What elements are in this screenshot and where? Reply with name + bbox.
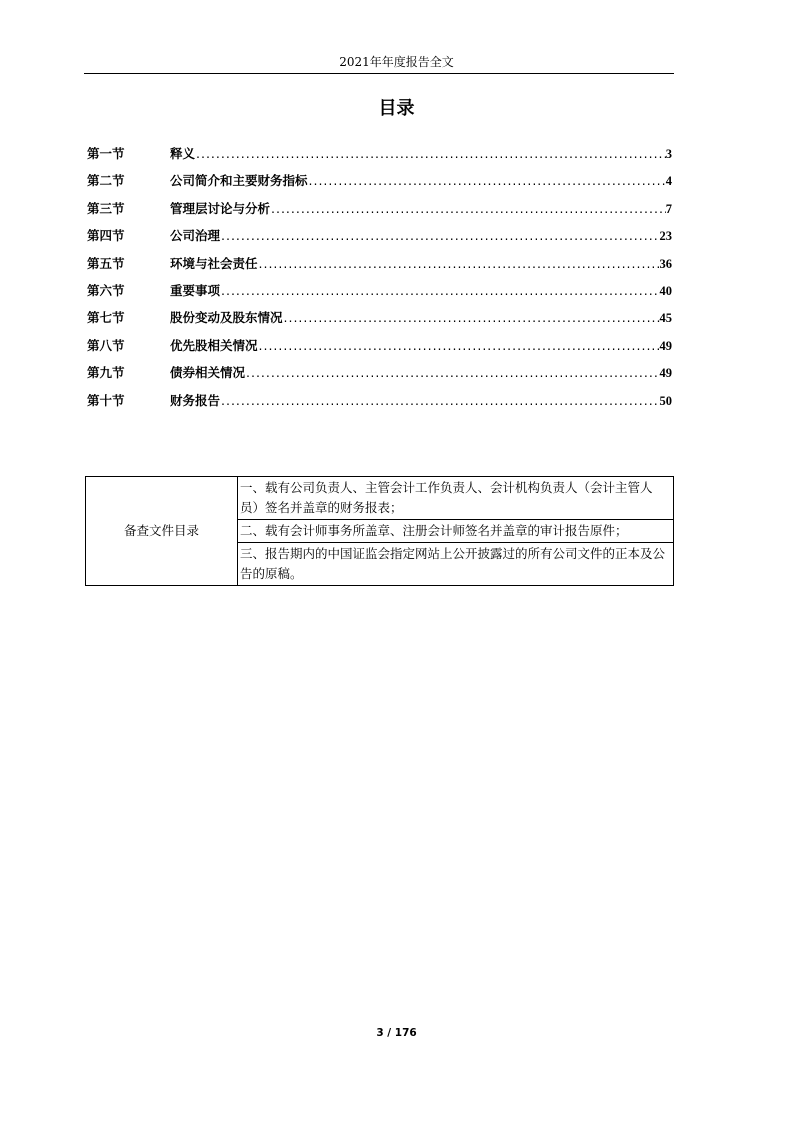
toc-entry[interactable] xyxy=(87,281,672,308)
toc-section-name: 债券相关情况 xyxy=(170,365,246,381)
toc-entry[interactable] xyxy=(87,226,672,253)
toc-section-number: 第十节 xyxy=(87,392,125,408)
page-header-title: 2021年年度报告全文 xyxy=(339,55,454,69)
toc-entry[interactable] xyxy=(87,199,672,226)
toc-section-name: 公司治理 xyxy=(170,228,221,244)
toc-section-number: 第六节 xyxy=(87,282,125,298)
toc-leader-dots xyxy=(220,228,659,243)
toc-page-number: 36 xyxy=(659,256,672,271)
toc-entry[interactable] xyxy=(87,363,672,390)
toc-page-number: 49 xyxy=(659,366,672,381)
toc-leader-dots xyxy=(308,173,666,188)
toc-section-name: 财务报告 xyxy=(170,392,221,408)
toc-section-number: 第一节 xyxy=(87,146,125,161)
toc-section-number: 第九节 xyxy=(87,365,125,381)
toc-leader-dots xyxy=(283,310,660,325)
toc-entry[interactable] xyxy=(87,171,672,198)
toc-section-name: 公司简介和主要财务指标 xyxy=(170,173,308,189)
toc-page-number: 49 xyxy=(659,338,672,353)
toc-page-number: 23 xyxy=(659,229,672,244)
table-of-contents xyxy=(87,144,672,418)
toc-section-name: 股份变动及股东情况 xyxy=(170,310,283,326)
toc-leader-dots xyxy=(195,146,666,161)
toc-page-number: 7 xyxy=(665,201,672,216)
toc-section-name: 释义 xyxy=(170,146,196,161)
toc-leader-dots xyxy=(270,201,666,216)
toc-section-name: 重要事项 xyxy=(170,282,221,298)
toc-leader-dots xyxy=(258,256,660,271)
toc-entry[interactable] xyxy=(87,308,672,335)
toc-leader-dots xyxy=(220,393,659,408)
toc-page-number: 3 xyxy=(665,147,672,161)
reference-document-entry: 三、报告期内的中国证监会指定网站上公开披露过的所有公司文件的正本及公告的原稿。 xyxy=(238,543,674,586)
toc-leader-dots xyxy=(220,283,659,298)
reference-document-entry: 二、载有会计师事务所盖章、注册会计师签名并盖章的审计报告原件； xyxy=(238,520,674,543)
toc-title: 目录 xyxy=(378,98,415,119)
toc-page-number: 45 xyxy=(659,311,672,326)
toc-page-number: 50 xyxy=(659,393,672,408)
toc-leader-dots xyxy=(258,338,660,353)
reference-document-entry: 一、载有公司负责人、主管会计工作负责人、会计机构负责人（会计主管人员）签名并盖章的财务报表； xyxy=(238,477,674,520)
toc-section-name: 环境与社会责任 xyxy=(170,255,258,271)
toc-section-number: 第四节 xyxy=(87,228,125,244)
toc-section-name: 优先股相关情况 xyxy=(170,337,258,353)
table-row xyxy=(86,477,674,520)
header-divider xyxy=(84,73,674,74)
toc-leader-dots xyxy=(245,365,659,380)
toc-section-number: 第八节 xyxy=(87,337,125,353)
toc-page-number: 40 xyxy=(659,283,672,298)
toc-entry[interactable] xyxy=(87,391,672,418)
toc-entry[interactable] xyxy=(87,254,672,281)
toc-entry[interactable] xyxy=(87,336,672,363)
reference-documents-table xyxy=(85,476,674,586)
page-number-footer: 3 / 176 xyxy=(376,1027,417,1039)
toc-entry[interactable] xyxy=(87,144,672,171)
toc-section-number: 第七节 xyxy=(87,310,125,326)
toc-section-number: 第五节 xyxy=(87,255,125,271)
toc-section-name: 管理层讨论与分析 xyxy=(170,200,271,216)
toc-section-number: 第三节 xyxy=(87,200,125,216)
reference-documents-label: 备查文件目录 xyxy=(86,477,238,586)
toc-section-number: 第二节 xyxy=(87,173,125,189)
toc-page-number: 4 xyxy=(665,174,672,189)
